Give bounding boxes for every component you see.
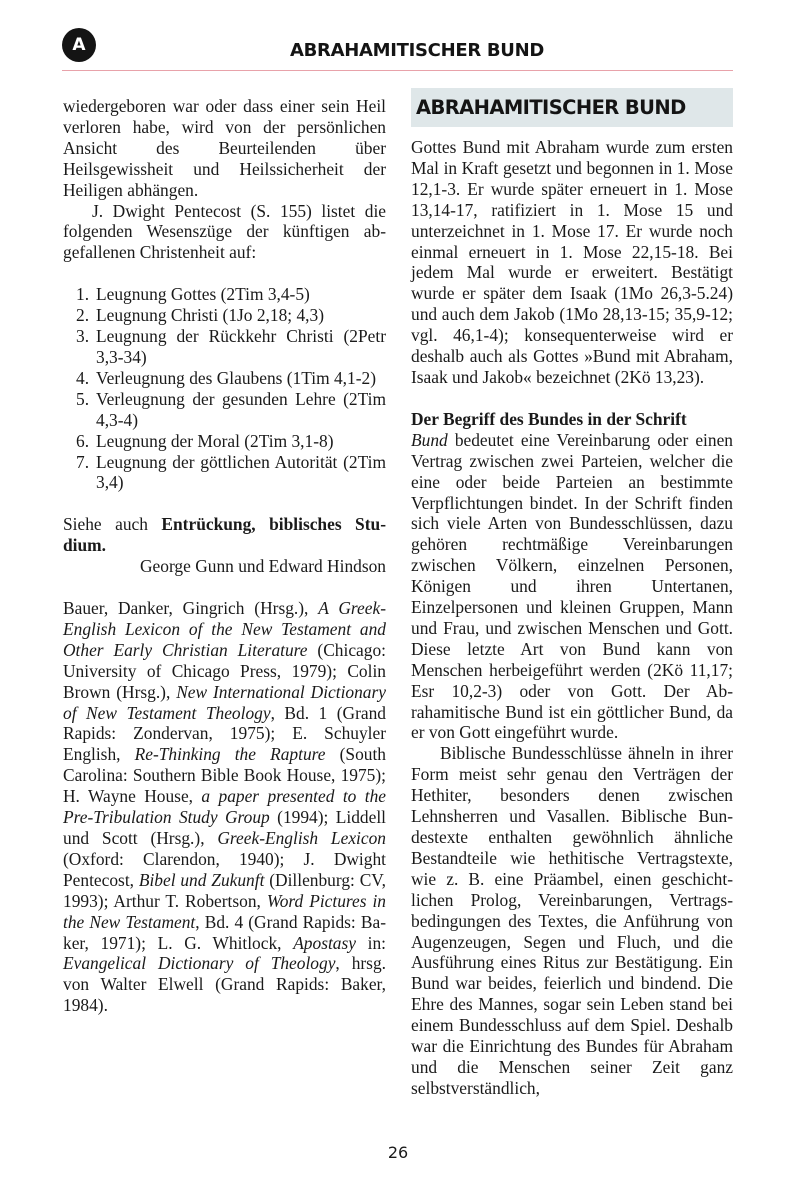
- bibliography-text: (Dillenburg: CV, 1993); Arthur T. Robertson,: [63, 869, 386, 911]
- page-number: 26: [387, 1143, 409, 1162]
- entry-title: ABRAHAMITISCHER BUND: [411, 88, 733, 127]
- list-item-text: Verleugnung des Glaubens (1Tim 4,1-2): [96, 367, 376, 388]
- see-also-prefix: Siehe auch: [63, 514, 162, 535]
- bibliography-text: , hrsg. von Walter Elwell (Grand Rapids: Baker, 1984).: [63, 953, 386, 1016]
- list-item: [63, 431, 386, 452]
- list-item-text: Leugnung der göttlichen Autorität (2Tim 3,4): [96, 451, 386, 493]
- list-item-text: Leugnung Christi (1Jo 2,18; 4,3): [96, 305, 324, 326]
- list-number: 2.: [76, 305, 90, 326]
- bibliography-text: (1994); Liddell und Scott (Hrsg.),: [63, 807, 387, 848]
- definition-term: Bund: [411, 429, 448, 450]
- list-item: [63, 284, 386, 305]
- see-also-terms: Entrückung, biblisches Studium.: [63, 514, 386, 556]
- bibliography-title: Greek-English Lexicon: [217, 828, 386, 848]
- continuation-paragraph: wiedergeboren war oder dass einer sein Heil verloren habe, wird von der persönlichen Ansicht des Beurteilenden über Heilsgewissheit und Heilssicherheit der Heiligen abhängen.: [63, 96, 386, 200]
- article-authors: George Gunn und Edward Hindson: [139, 556, 386, 577]
- bibliography-text: in:: [355, 932, 387, 953]
- list-item: [63, 389, 386, 431]
- bibliography-title: New International Dictionary of New Testament Theology: [63, 681, 386, 723]
- pentecost-paragraph: J. Dwight Pentecost (S. 155) listet die folgenden Wesenszüge der künftigen abgefallenen Christenheit auf:: [63, 200, 386, 263]
- bibliography-text: (Oxford: Clarendon, 1940); J. Dwight Pentecost,: [63, 848, 386, 890]
- hittite-treaty-paragraph: Biblische Bundesschlüsse ähneln in ihrer Form meist sehr genau den Verträgen der Hethiter, besonders denen zwischen Lehnsherren und Vasallen. Biblische Bundestexte enthalten gewöhnlich ähnliche Bestandteile wie hethitische Vertragstexte, wie z. B. eine Präambel, einen geschichtlichen Prolog, Vereinbarungen, Vertragsbedingungen des Textes, die Anführung von Augenzeugen, Segen und Fluch, und die Ausführung eines Ritus zur Bestätigung. Ein Bund war beides, feierlich und bindend. Die Ehre des Mannes, sogar sein Leben stand bei einem Bundesschluss auf dem Spiel. Deshalb war die Einrichtung des Bundes für Abraham und die Menschen seiner Zeit ganz selbstverständlich,: [411, 743, 733, 1098]
- see-also-reference: [63, 514, 386, 556]
- list-item-text: Leugnung Gottes (2Tim 3,4-5): [96, 284, 310, 305]
- list-number: 5.: [76, 388, 90, 409]
- bibliography-text: , Bd. 4 (Grand Rapids: Baker, 1971); L. G. Whitlock,: [63, 911, 386, 953]
- bibliography-title: Re-Thinking the Rapture: [134, 744, 326, 765]
- bibliography-text: , Bd. 1 (Grand Rapids: Zondervan, 1975); E. Schuyler English,: [63, 702, 386, 765]
- list-number: 3.: [76, 326, 90, 347]
- left-column: [63, 96, 386, 1016]
- bibliography-title: a paper presented to the Pre-Tribulation Study Group: [63, 786, 386, 828]
- list-item: [63, 305, 386, 326]
- section-letter-badge: A: [62, 28, 96, 62]
- bibliography-title: Evangelical Dictionary of Theology: [63, 953, 336, 974]
- list-number: 7.: [76, 451, 90, 472]
- bibliography-text: (South Carolina: Southern Bible Book House, 1975); H. Wayne House,: [63, 744, 386, 807]
- list-number: 1.: [76, 284, 90, 305]
- right-column: [411, 88, 733, 1099]
- bibliography-text: Bauer, Danker, Gingrich (Hrsg.),: [63, 598, 319, 619]
- list-number: 6.: [76, 430, 90, 451]
- definition-paragraph: [411, 430, 733, 744]
- bibliography-title: Bibel und Zukunft: [138, 869, 265, 890]
- list-item: [63, 452, 386, 494]
- page-header: [62, 28, 733, 72]
- bibliography-title: Word Pictures in the New Testament: [63, 890, 386, 932]
- list-number: 4.: [76, 367, 90, 388]
- list-item: [63, 368, 386, 389]
- list-item-text: Leugnung der Moral (2Tim 3,1-8): [96, 430, 334, 451]
- bibliography: [63, 598, 386, 1016]
- bibliography-text: (Chicago: University of Chicago Press, 1979); Colin Brown (Hrsg.),: [63, 639, 386, 702]
- definition-text: bedeutet eine Vereinbarung oder einen Vertrag zwischen zwei Parteien, welcher die eine oder beide Parteien an bestimmte Verpflichtungen bindet. In der Schrift finden sich viele Arten von Bundesschlüssen, dazu gehören rechtmäßige Vereinbarungen zwischen Völkern, einzelnen Personen, Königen und ihren Untertanen, Einzelpersonen und kleinen Gruppen, Mann und Frau, und zwischen Menschen und Gott. Diese letzte Art von Bund kann von Menschen herbeigeführt werden (2Kö 11,17; Esr 10,2-3) oder von Gott. Der Abrahamitische Bund ist ein göttlicher Bund, da er von Gott eingeführt wurde.: [411, 429, 733, 743]
- intro-paragraph: Gottes Bund mit Abraham wurde zum ersten Mal in Kraft gesetzt und begonnen in 1. Mose 12,1-3. Er wurde später erneuert in 1. Mose 13,14-17, ratifiziert in 1. Mose 15 und unterzeichnet in 1. Mose 17. Er wurde noch einmal erneuert in 1. Mose 22,15-18. Bei jedem Mal wurde er erweitert. Bestätigt wurde er später dem Isaak (1Mo 26,3-5.24) und auch dem Jakob (1Mo 28,13-15; 35,9-12; vgl. 46,1-4); konsequenterweise wird er deshalb auch als Gottes »Bund mit Abraham, Isaak und Jakob« bezeichnet (2Kö 13,23).: [411, 137, 733, 387]
- list-item-text: Verleugnung der gesunden Lehre (2Tim 4,3-4): [96, 388, 386, 430]
- list-item-text: Leugnung der Rückkehr Christi (2Petr 3,3-34): [96, 326, 386, 367]
- bibliography-title: A Greek-English Lexicon of the New Testament and Other Early Christian Literature: [63, 598, 386, 660]
- header-divider: [62, 70, 733, 71]
- running-title: ABRAHAMITISCHER BUND: [290, 40, 545, 61]
- apostasy-traits-list: [63, 284, 386, 493]
- bibliography-title: Apostasy: [293, 932, 356, 953]
- subheading: Der Begriff des Bundes in der Schrift: [411, 408, 687, 429]
- list-item: [63, 326, 386, 368]
